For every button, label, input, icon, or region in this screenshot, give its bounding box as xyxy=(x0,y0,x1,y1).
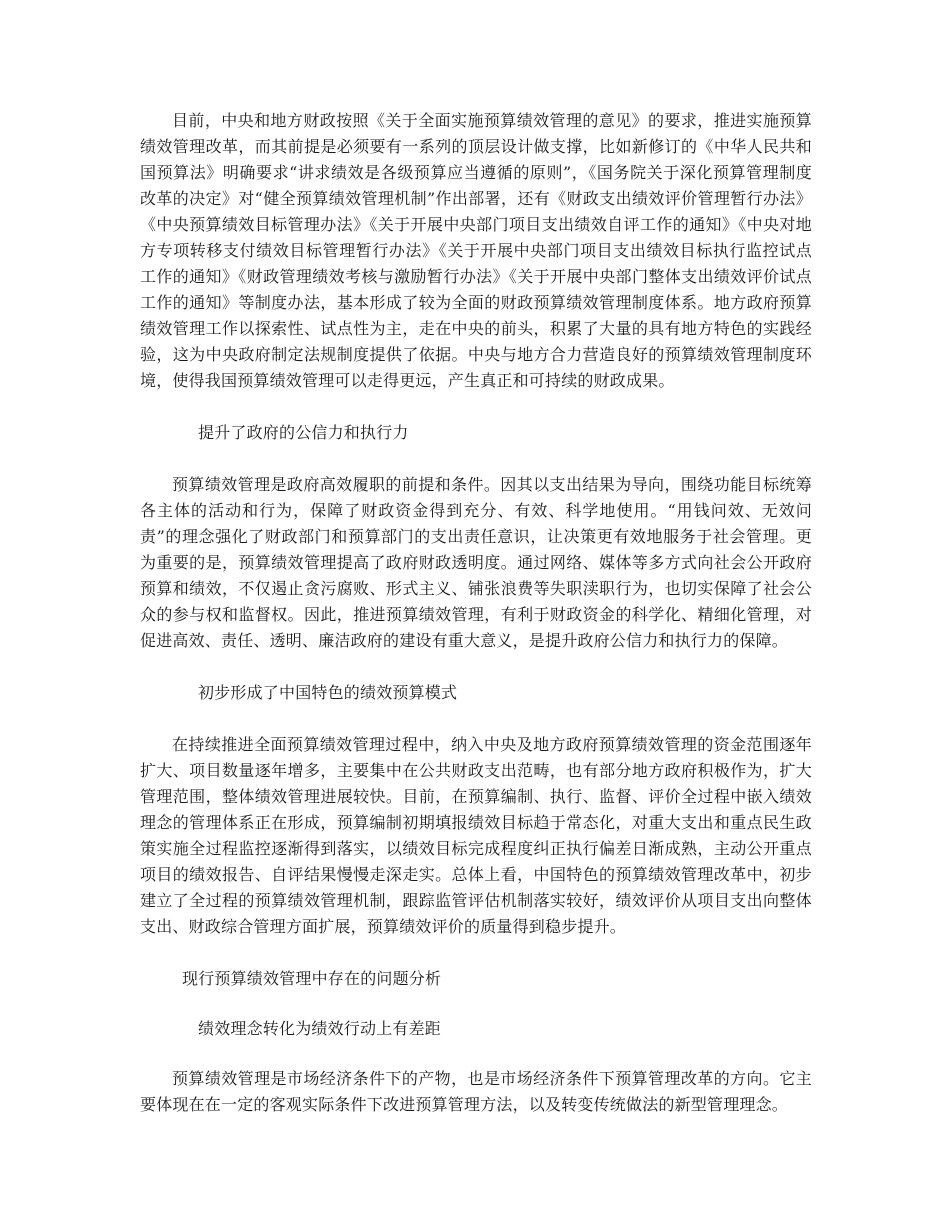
spacer xyxy=(140,446,812,472)
spacer xyxy=(140,992,812,1016)
spacer xyxy=(140,706,812,732)
body-paragraph: 预算绩效管理是市场经济条件下的产物，也是市场经济条件下预算管理改革的方向。它主要体现在在一定的客观实际条件下改进预算管理方法，以及转变传统做法的新型管理理念。 xyxy=(140,1069,812,1114)
chapter-heading: 现行预算绩效管理中存在的问题分析 xyxy=(182,969,442,988)
spacer xyxy=(140,654,812,680)
spacer xyxy=(140,1042,812,1066)
section-heading: 初步形成了中国特色的绩效预算模式 xyxy=(198,683,458,702)
body-paragraph: 在持续推进全面预算绩效管理过程中，纳入中央及地方政府预算绩效管理的资金范围逐年扩大、项目数量逐年增多，主要集中在公共财政支出范畴，也有部分地方政府积极作为，扩大管理范围，整体绩效管理进展较快。目前，在预算编制、执行、监督、评价全过程中嵌入绩效理念的管理体系正在形成，预算编制初期填报绩效目标趋于常态化，对重大支出和重点民生政策实施全过程监控逐渐得到落实，以绩效目标完成程度纠正执行偏差日渐成熟，主动公开重点项目的绩效报告、自评结果慢慢走深走实。总体上看，中国特色的预算绩效管理改革中，初步建立了全过程的预算绩效管理机制，跟踪监管评估机制落实较好，绩效评价从项目支出向整体支出、财政综合管理方面扩展，预算绩效评价的质量得到稳步提升。 xyxy=(140,735,812,936)
document-page xyxy=(140,108,812,1118)
section-heading: 绩效理念转化为绩效行动上有差距 xyxy=(198,1019,442,1038)
body-paragraph: 预算绩效管理是政府高效履职的前提和条件。因其以支出结果为导向，围绕功能目标统筹各主体的活动和行为，保障了财政资金得到充分、有效、科学地使用。“用钱问效、无效问责”的理念强化了财政部门和预算部门的支出责任意识，让决策更有效地服务于社会管理。更为重要的是，预算绩效管理提高了政府财政透明度。通过网络、媒体等多方式向社会公开政府预算和绩效，不仅遏止贪污腐败、形式主义、铺张浪费等失职渎职行为，也切实保障了社会公众的参与权和监督权。因此，推进预算绩效管理，有利于财政资金的科学化、精细化管理，对促进高效、责任、透明、廉洁政府的建设有重大意义，是提升政府公信力和执行力的保障。 xyxy=(140,475,812,650)
section-heading: 提升了政府的公信力和执行力 xyxy=(198,423,409,442)
spacer xyxy=(140,394,812,420)
spacer xyxy=(140,940,812,966)
body-paragraph: 目前，中央和地方财政按照《关于全面实施预算绩效管理的意见》的要求，推进实施预算绩效管理改革，而其前提是必须要有一系列的顶层设计做支撑，比如新修订的《中华人民共和国预算法》明确要求“讲求绩效是各级预算应当遵循的原则”，《国务院关于深化预算管理制度改革的决定》对“健全预算绩效管理机制”作出部署，还有《财政支出绩效评价管理暂行办法》《中央预算绩效目标管理办法》《关于开展中央部门项目支出绩效自评工作的通知》《中央对地方专项转移支付绩效目标管理暂行办法》《关于开展中央部门项目支出绩效目标执行监控试点工作的通知》《财政管理绩效考核与激励暂行办法》《关于开展中央部门整体支出绩效评价试点工作的通知》等制度办法，基本形成了较为全面的财政预算绩效管理制度体系。地方政府预算绩效管理工作以探索性、试点性为主，走在中央的前头，积累了大量的具有地方特色的实践经验，这为中央政府制定法规制度提供了依据。中央与地方合力营造良好的预算绩效管理制度环境，使得我国预算绩效管理可以走得更远，产生真正和可持续的财政成果。 xyxy=(140,111,812,390)
